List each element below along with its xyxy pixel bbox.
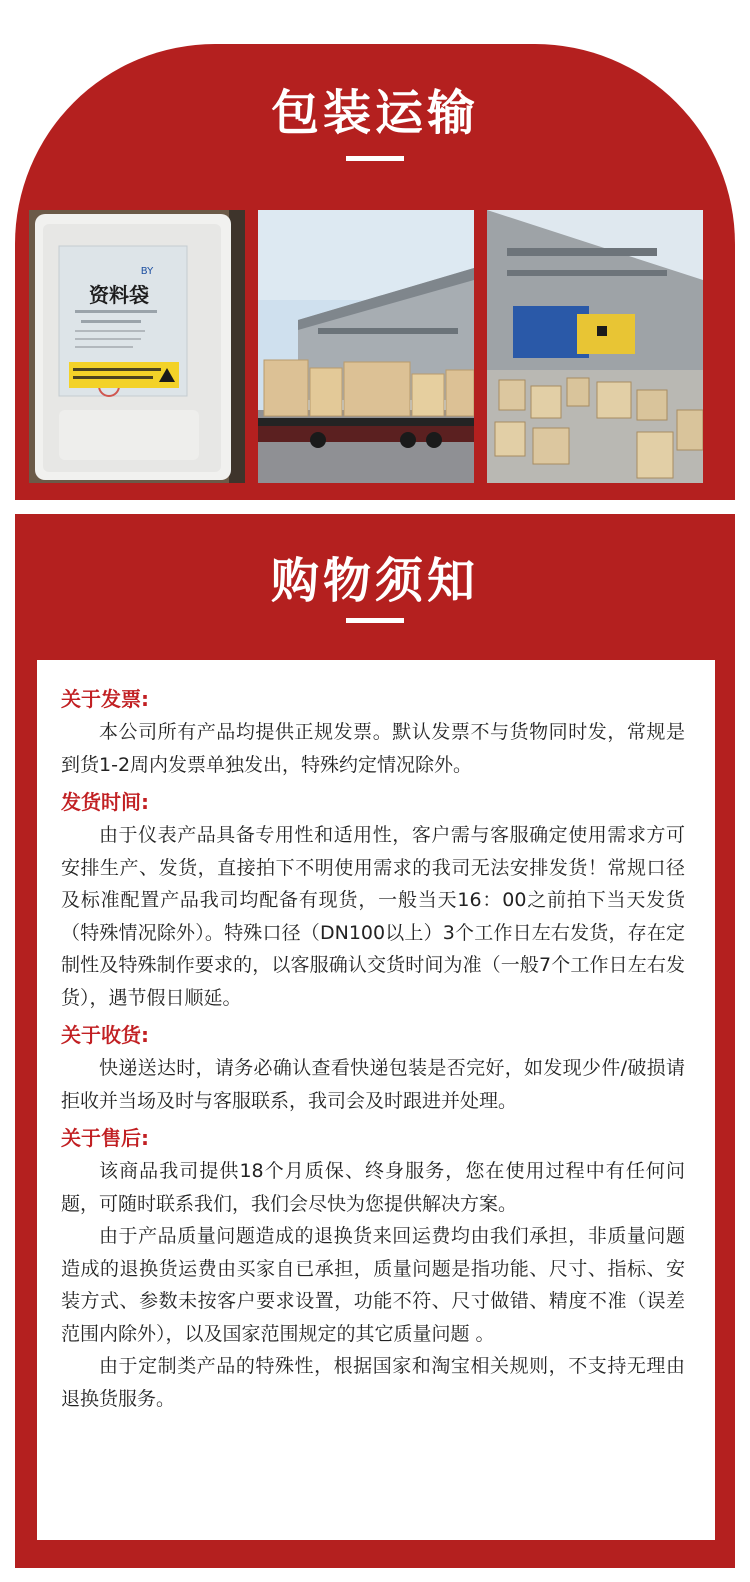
notice-section [15, 514, 735, 1568]
section-paragraph: 快递送达时，请务必确认查看快递包装是否完好，如发现少件/破损请拒收并当场及时与客服联系，我司会及时跟进并处理。 [61, 1057, 685, 1112]
notice-card [37, 660, 715, 1540]
section-paragraph: 本公司所有产品均提供正规发票。默认发票不与货物同时发，常规是到货1-2周内发票单独发出，特殊约定情况除外。 [61, 721, 685, 776]
section-title: 关于发票: [61, 687, 149, 711]
after-sales-section [61, 1121, 685, 1415]
section-title: 关于收货: [61, 1023, 149, 1047]
invoice-section [61, 682, 685, 781]
section-paragraph: 由于仪表产品具备专用性和适用性，客户需与客服确定使用需求方可安排生产、发货，直接拍下不明使用需求的我司无法安排发货！常规口径及标准配置产品我司均配备有现货，一般当天16：00之前拍下当天发货（特殊情况除外）。特殊口径（DN100以上）3个工作日左右发货，存在定制性及特殊制作要求的，以客服确认交货时间为准（一般7个工作日左右发货），遇节假日顺延。 [61, 824, 685, 1009]
manual-bag-label: 资料袋 [89, 283, 149, 307]
warehouse-crates-photo [487, 210, 703, 483]
section-paragraph: 由于定制类产品的特殊性，根据国家和淘宝相关规则，不支持无理由退换货服务。 [61, 1355, 685, 1410]
packaging-section [15, 44, 735, 500]
shipping-section [61, 785, 685, 1014]
svg-text:BY: BY [140, 266, 154, 277]
manual-bag-photo [29, 210, 245, 483]
title-underline [346, 618, 404, 623]
section-paragraph: 该商品我司提供18个月质保、终身服务，您在使用过程中有任何问题，可随时联系我们，我们会尽快为您提供解决方案。 [61, 1160, 685, 1215]
title-underline [346, 156, 404, 161]
section-title: 发货时间: [61, 790, 149, 814]
notice-title: 购物须知 [270, 553, 479, 609]
section-title: 关于售后: [61, 1126, 149, 1150]
receiving-section [61, 1018, 685, 1117]
truck-loading-photo [258, 210, 474, 483]
packaging-title: 包装运输 [270, 85, 479, 141]
section-paragraph: 由于产品质量问题造成的退换货来回运费均由我们承担，非质量问题造成的退换货运费由买家自已承担，质量问题是指功能、尺寸、指标、安装方式、参数未按客户要求设置，功能不符、尺寸做错、精度不准（误差范围内除外），以及国家范围规定的其它质量问题 。 [61, 1225, 685, 1345]
